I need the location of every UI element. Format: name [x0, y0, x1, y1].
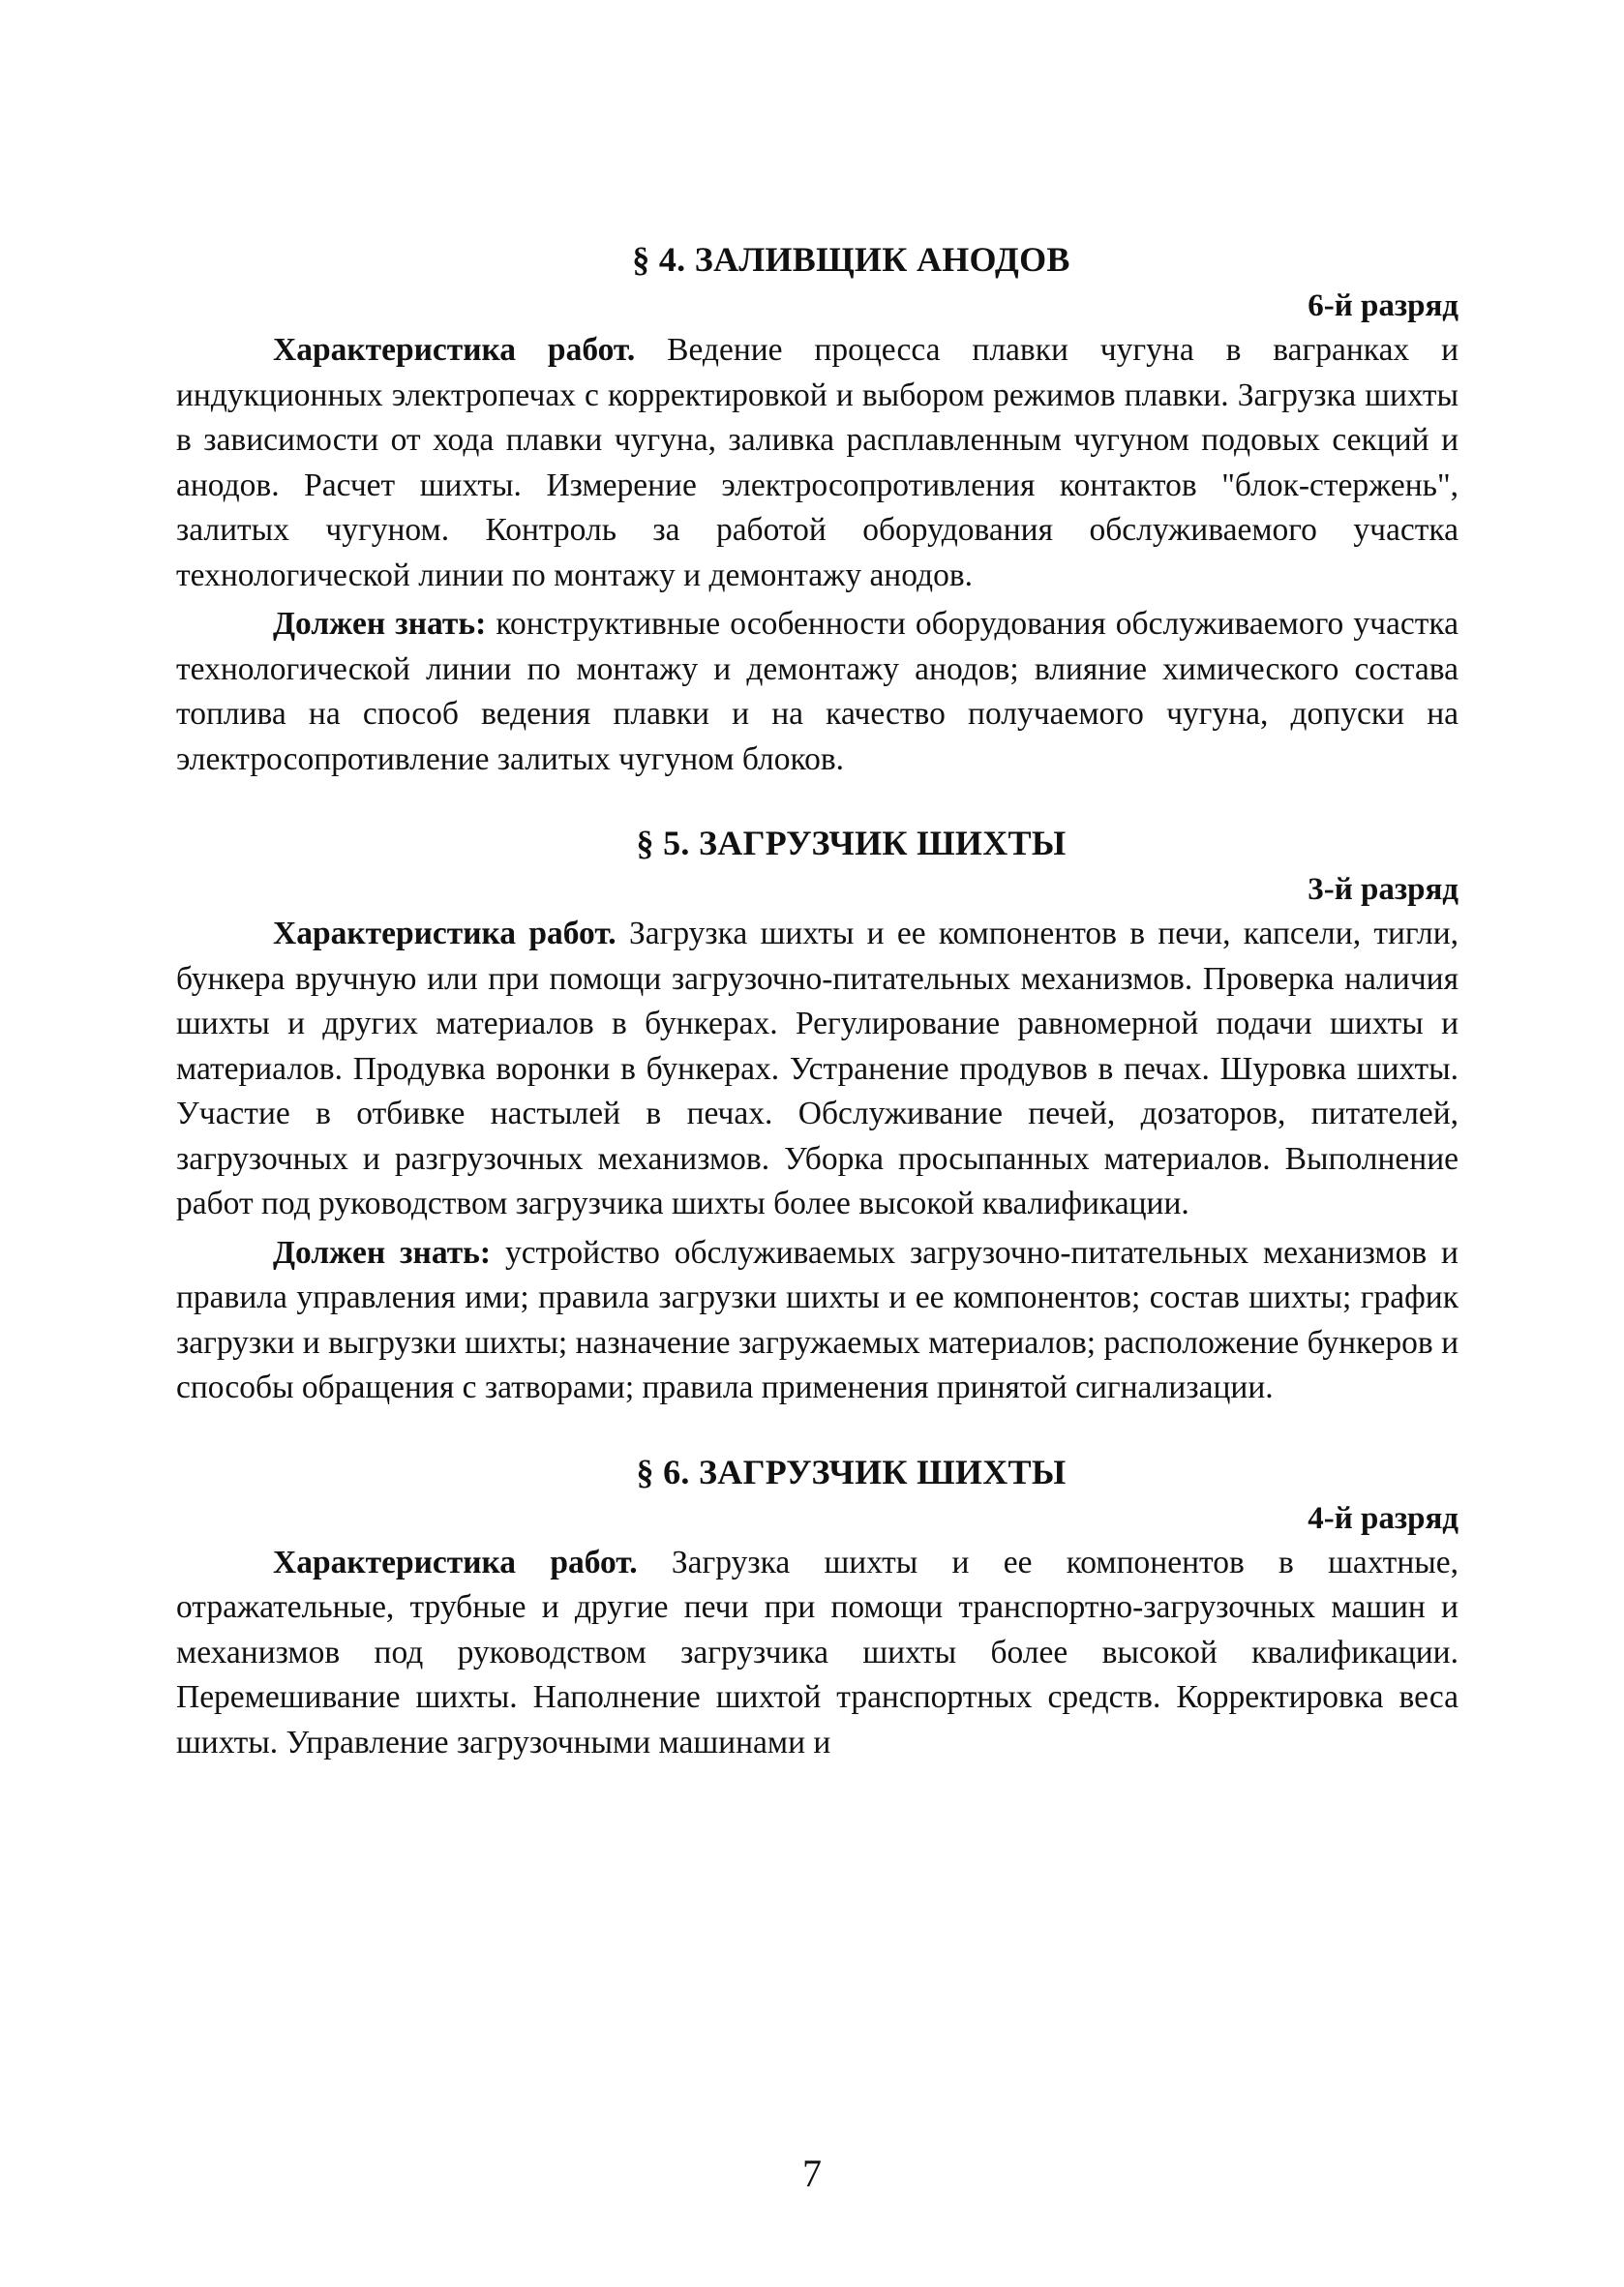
section-6: [176, 1450, 1459, 1766]
characteristics-label: Характеристика работ.: [273, 332, 636, 368]
characteristics-paragraph: [176, 328, 1459, 598]
knowledge-paragraph: [176, 1231, 1459, 1411]
characteristics-text: Ведение процесса плавки чугуна в вагранках и индукционных электропечах с корректировкой и выбором режимов плавки. Загрузка шихты в зависимости от хода плавки чугуна, заливка расплавленным чугуном подовых секций и анодов. Расчет шихты. Измерение электросопротивления контактов "блок-стержень", залитых чугуном. Контроль за работой оборудования обслуживаемого участка технологической линии по монтажу и демонтажу анодов.: [176, 332, 1459, 593]
characteristics-label: Характеристика работ.: [273, 916, 617, 951]
grade-label: 3-й разряд: [1308, 872, 1459, 907]
characteristics-text: Загрузка шихты и ее компонентов в шахтные, отражательные, трубные и другие печи при помощи транспортно-загрузочных машин и механизмов под руководством загрузчика шихты более высокой квалификации. Перемешивание шихты. Наполнение шихтой транспортных средств. Корректировка веса шихты. Управление загрузочными машинами и: [176, 1544, 1459, 1760]
section-title: § 5. ЗАГРУЗЧИК ШИХТЫ: [636, 824, 1067, 862]
characteristics-label: Характеристика работ.: [273, 1544, 638, 1580]
knowledge-paragraph: [176, 602, 1459, 782]
section-title: § 6. ЗАГРУЗЧИК ШИХТЫ: [636, 1452, 1067, 1491]
section-4: [176, 237, 1459, 782]
section-title: § 4. ЗАЛИВЩИК АНОДОВ: [632, 240, 1070, 279]
characteristics-paragraph: [176, 912, 1459, 1227]
characteristics-text: Загрузка шихты и ее компонентов в печи, капсели, тигли, бункера вручную или при помощи загрузочно-питательных механизмов. Проверка наличия шихты и других материалов в бункерах. Регулирование равномерной подачи шихты и материалов. Продувка воронки в бункерах. Устранение продувов в печах. Шуровка шихты. Участие в отбивке настылей в печах. Обслуживание печей, дозаторов, питателей, загрузочных и разгрузочных механизмов. Уборка просыпанных материалов. Выполнение работ под руководством загрузчика шихты более высокой квалификации.: [176, 916, 1459, 1221]
characteristics-paragraph: [176, 1541, 1459, 1766]
grade-label: 4-й разряд: [1308, 1500, 1459, 1536]
grade-label: 6-й разряд: [1308, 288, 1459, 323]
page-number: 7: [802, 2152, 822, 2195]
knowledge-text: устройство обслуживаемых загрузочно-питательных механизмов и правила управления ими; правила загрузки шихты и ее компонентов; состав шихты; график загрузки и выгрузки шихты; назначение загружаемых материалов; расположение бункеров и способы обращения с затворами; правила применения принятой сигнализации.: [176, 1234, 1459, 1405]
section-5: [176, 821, 1459, 1411]
knowledge-label: Должен знать:: [273, 1234, 492, 1271]
knowledge-text: конструктивные особенности оборудования обслуживаемого участка технологической линии по монтажу и демонтажу анодов; влияние химического состава топлива на способ ведения плавки и на качество получаемого чугуна, допуски на электросопротивление залитых чугуном блоков.: [176, 606, 1459, 777]
knowledge-label: Должен знать:: [273, 606, 487, 642]
document-page: [176, 237, 1459, 1804]
